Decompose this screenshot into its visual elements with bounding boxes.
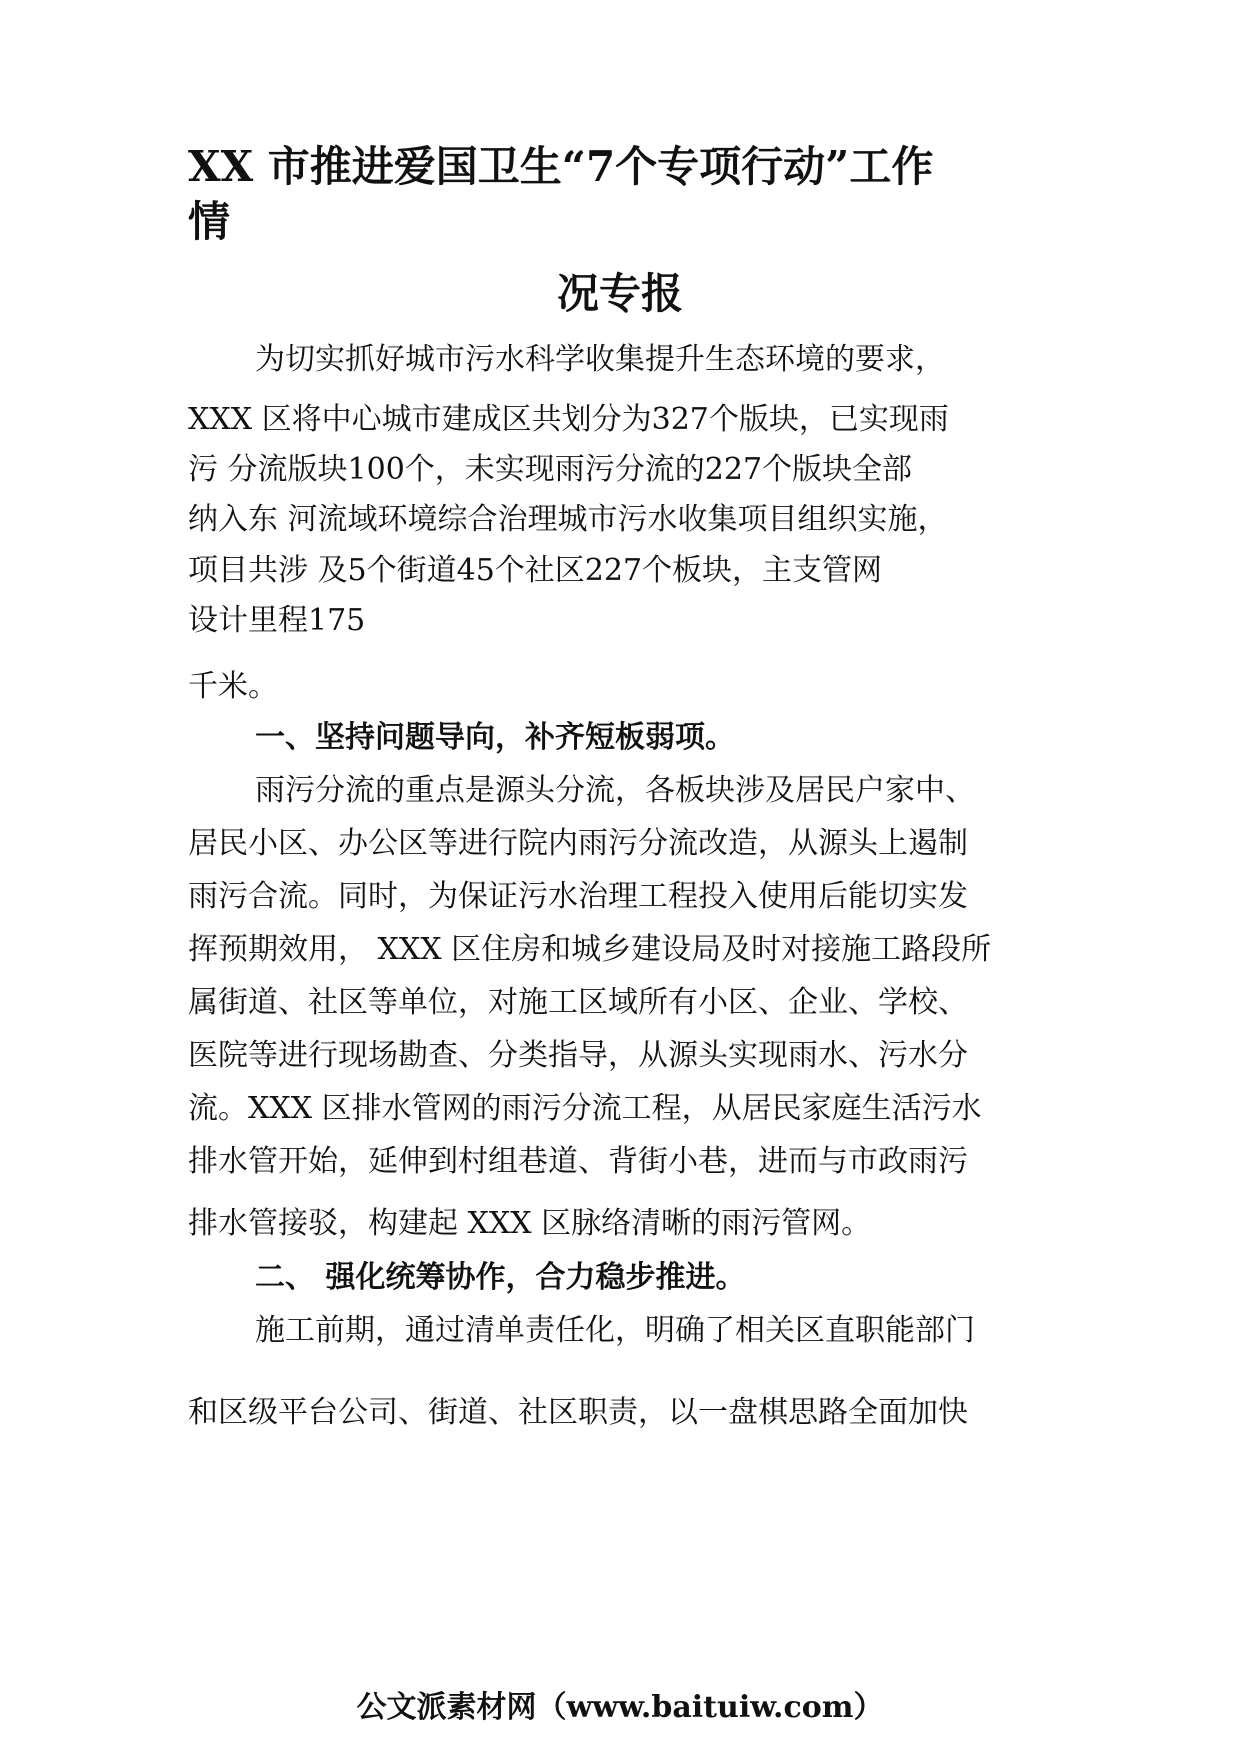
document-title-line-3: 况专报 <box>556 269 683 318</box>
section-2-heading: 二、 强化统筹协作，合力稳步推进。 <box>255 1260 746 1295</box>
section-1-line: 排水管开始，延伸到村组巷道、背街小巷，进而与市政雨污 <box>188 1144 968 1179</box>
watermark-footer: 公文派素材网（www.baituiw.com） <box>356 1690 884 1725</box>
section-1-line: 雨污分流的重点是源头分流，各板块涉及居民户家中、 <box>255 773 975 808</box>
intro-line: 污 分流版块100个，未实现雨污分流的227个版块全部 <box>188 452 913 487</box>
section-2-line: 和区级平台公司、街道、社区职责，以一盘棋思路全面加快 <box>188 1395 968 1430</box>
section-1-line: 排水管接驳，构建起 XXX 区脉络清晰的雨污管网。 <box>188 1206 872 1241</box>
intro-line: 设计里程175 <box>188 603 366 638</box>
intro-line: 纳入东 河流域环境综合治理城市污水收集项目组织实施， <box>188 502 948 537</box>
document-title-line-2: 情 <box>188 197 231 246</box>
intro-line: XXX 区将中心城市建成区共划分为327个版块，已实现雨 <box>188 402 949 437</box>
section-1-line: 医院等进行现场勘查、分类指导，从源头实现雨水、污水分 <box>188 1038 968 1073</box>
section-2-line: 施工前期，通过清单责任化，明确了相关区直职能部门 <box>255 1313 975 1348</box>
document-title-line-1: XX 市推进爱国卫生“7个专项行动”工作 <box>188 142 934 191</box>
section-1-line: 属街道、社区等单位，对施工区域所有小区、企业、学校、 <box>188 985 968 1020</box>
intro-line: 为切实抓好城市污水科学收集提升生态环境的要求， <box>255 342 945 377</box>
section-1-line: 挥预期效用， XXX 区住房和城乡建设局及时对接施工路段所 <box>188 932 992 967</box>
section-1-line: 流。XXX 区排水管网的雨污分流工程，从居民家庭生活污水 <box>188 1091 982 1126</box>
intro-line: 项目共涉 及5个街道45个社区227个板块，主支管网 <box>188 553 883 588</box>
section-1-heading: 一、坚持问题导向，补齐短板弱项。 <box>255 720 735 755</box>
section-1-line: 居民小区、办公区等进行院内雨污分流改造，从源头上遏制 <box>188 826 968 861</box>
intro-line: 千米。 <box>188 669 278 704</box>
section-1-line: 雨污合流。同时，为保证污水治理工程投入使用后能切实发 <box>188 879 968 914</box>
